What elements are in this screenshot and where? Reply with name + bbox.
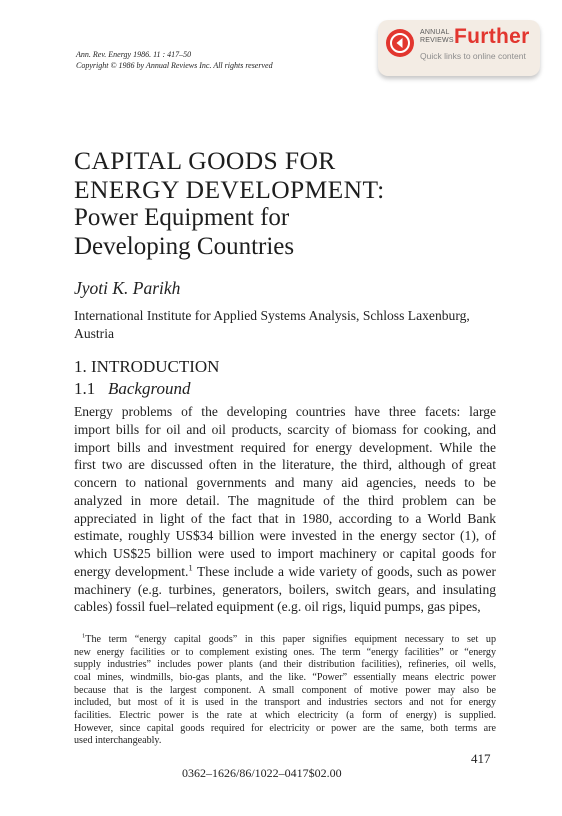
footnote [74, 634, 496, 748]
footnote-line-with-marker [74, 634, 496, 647]
body-line-part: These include a wide variety of goods, such as power [192, 563, 497, 579]
footnote-line: However, since capital goods required for electricity or power are the same, both terms are [74, 722, 496, 734]
article-code: 0362–1626/86/1022–0417$02.00 [182, 766, 342, 780]
badge-annual-reviews-label [420, 29, 454, 44]
title-line-1: CAPITAL GOODS FOR [74, 146, 336, 175]
title-line-2: ENERGY DEVELOPMENT: [74, 175, 385, 204]
author-name: Jyoti K. Parikh [74, 278, 181, 298]
body-line: appreciated in light of the fact that in 1980, according to a World Bank [74, 510, 496, 526]
body-line: Energy problems of the developing countries have three facets: large [74, 404, 496, 419]
body-paragraph [74, 403, 496, 616]
body-line: cables) fossil fuel–related equipment (e.g. oil rigs, liquid pumps, gas pipes, [74, 599, 481, 615]
play-arrow-icon [386, 29, 414, 57]
footnote-line: facilities. Electric power is the rate at which electricity (a form of energy) is supplied. [74, 709, 496, 721]
section-heading-introduction: 1. INTRODUCTION [74, 357, 220, 376]
subsection-number: 1.1 [74, 379, 96, 398]
footnote-reference[interactable]: 1 [188, 562, 193, 573]
body-line: estimate, roughly US$34 billion were invested in the energy sector (1), of [74, 528, 496, 544]
footnote-line: included, but most of it is used in the transport and industries sectors and not for energy [74, 697, 496, 709]
footnote-line: because that is the largest component. A small component of motive power may also be [74, 684, 496, 696]
footnote-line: coal mines, windmills, bio-gas plants, and the like. “Power” essentially means electric power [74, 671, 496, 683]
article-title [74, 146, 385, 204]
affiliation-line-2: Austria [74, 326, 115, 341]
footnote-line: used interchangeably. [74, 735, 162, 747]
subsection-heading-background [74, 379, 190, 399]
body-line: machinery (e.g. turbines, generators, boilers, switch gears, and insulating [74, 581, 496, 597]
body-line-with-footnote [74, 563, 496, 581]
footnote-line: new energy facilities or to complement existing ones. The term “energy facilities” or “energy [74, 646, 496, 658]
body-line-part: energy development. [74, 563, 189, 579]
body-line: which US$25 billion were used to import machinery or capital goods for [74, 546, 496, 561]
footnote-line: supply industries” includes power plants (and their distribution facilities), refineries, oil wells, [74, 659, 496, 671]
affiliation-line-1: International Institute for Applied Systems Analysis, Schloss Laxenburg, [74, 308, 470, 323]
badge-further-text: Further [454, 25, 530, 48]
footnote-line: The term “energy capital goods” in this paper signifies equipment necessary to set up [85, 634, 496, 645]
body-line: analyzed in more detail. The magnitude of the third problem can be [74, 492, 496, 508]
badge-reviews-text: REVIEWS [420, 36, 454, 44]
page-number: 417 [471, 751, 491, 766]
body-line: import bills for oil and oil products, scarcity of biomass for cooking, and [74, 421, 496, 437]
journal-copyright-line: Copyright © 1986 by Annual Reviews Inc. All rights reserved [76, 60, 273, 70]
badge-subtitle: Quick links to online content [420, 51, 526, 61]
journal-citation [76, 50, 273, 71]
subsection-title: Background [108, 379, 191, 398]
article-subtitle [74, 203, 294, 261]
body-line: first two are discussed often in the literature, the third, although of great [74, 457, 496, 473]
subtitle-line-2: Developing Countries [74, 233, 295, 260]
subtitle-line-1: Power Equipment for [74, 204, 290, 231]
body-line: concern to national governments and many aid agencies, needs to be [74, 475, 496, 490]
body-line: import bills and investment required for energy development. While the [74, 439, 496, 455]
badge-annual-text: ANNUAL [420, 29, 450, 36]
footnote-marker: 1 [82, 632, 86, 640]
journal-citation-line1: Ann. Rev. Energy 1986. 11 : 417–50 [76, 50, 192, 59]
author-affiliation [74, 307, 494, 343]
annual-reviews-further-badge[interactable] [378, 20, 540, 76]
